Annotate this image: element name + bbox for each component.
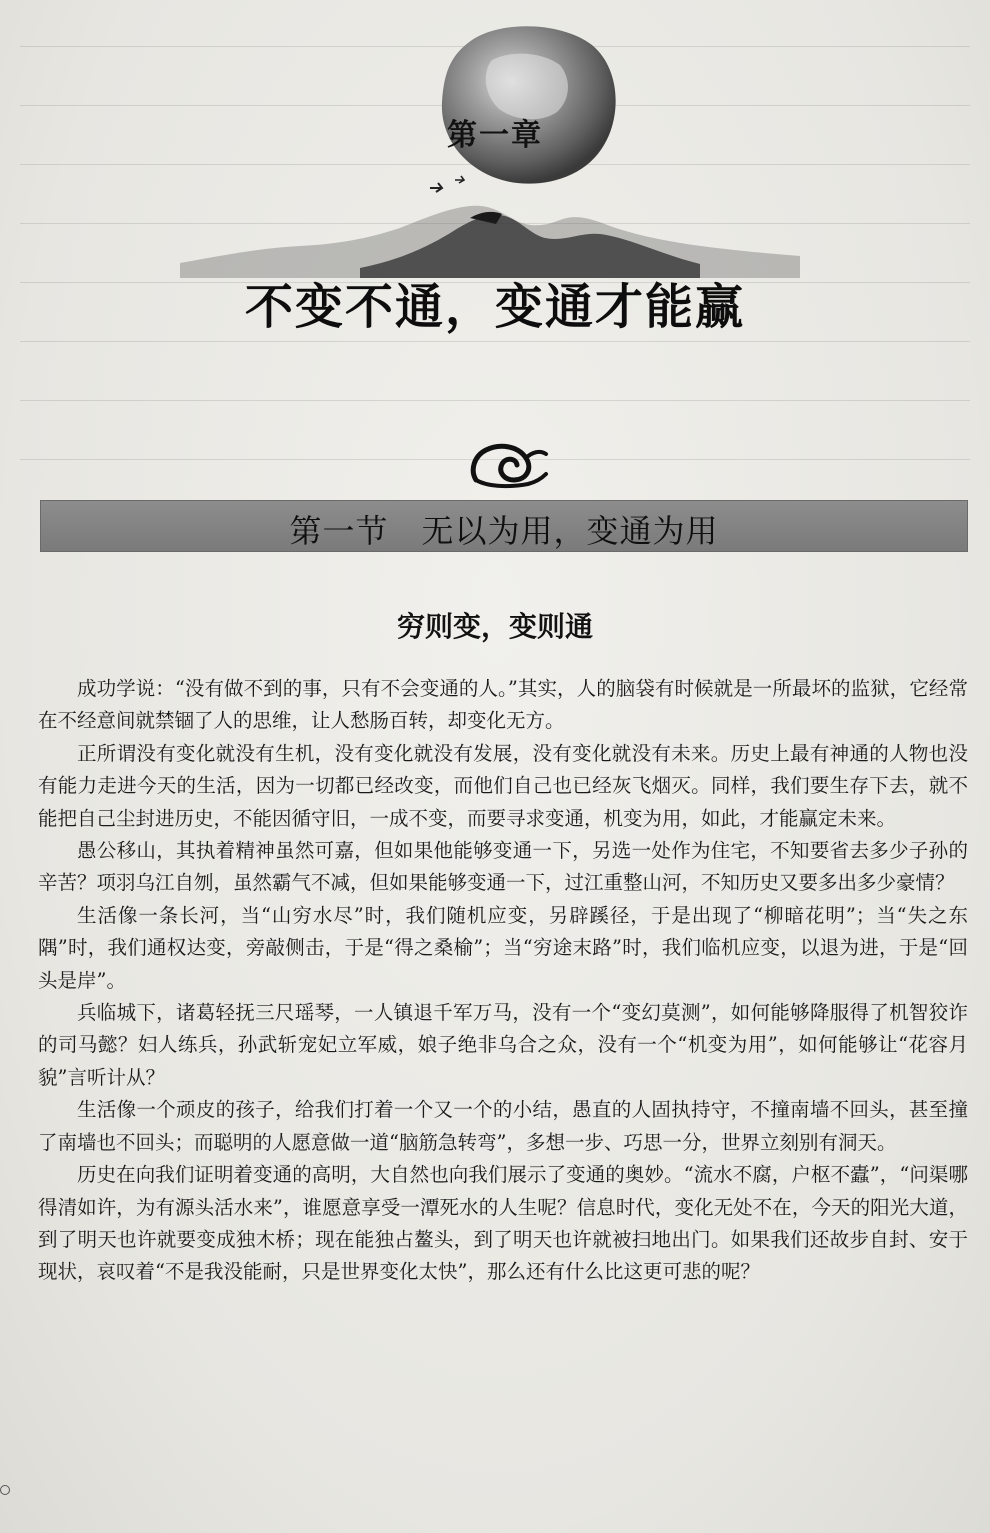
mountain-landscape-illustration bbox=[180, 168, 800, 278]
paragraph: 愚公移山，其执着精神虽然可嘉，但如果他能够变通一下，另选一处作为住宅，不知要省去多少子孙的辛苦？项羽乌江自刎，虽然霸气不减，但如果能够变通一下，过江重整山河，不知历史又要多出多少豪情？ bbox=[38, 839, 968, 895]
swirl-ornament bbox=[466, 440, 550, 492]
chapter-label: 第一章 bbox=[447, 118, 543, 153]
body-text bbox=[38, 673, 968, 1289]
paragraph: 兵临城下，诸葛轻抚三尺瑶琴，一人镇退千军万马，没有一个“变幻莫测”，如何能够降服得了机智狡诈的司马懿？妇人练兵，孙武斩宠妃立军威，娘子绝非乌合之众，没有一个“机变为用”，如何能够让“花容月貌”言听计从？ bbox=[38, 1001, 968, 1089]
page-corner-mark bbox=[0, 1485, 10, 1495]
paragraph: 历史在向我们证明着变通的高明，大自然也向我们展示了变通的奥妙。“流水不腐，户枢不蠹”，“问渠哪得清如许，为有源头活水来”，谁愿意享受一潭死水的人生呢？信息时代，变化无处不在，今天的阳光大道，到了明天也许就要变成独木桥；现在能独占鳌头，到了明天也许就被扫地出门。如果我们还故步自封、安于现状，哀叹着“不是我没能耐，只是世界变化太快”，那么还有什么比这更可悲的呢？ bbox=[38, 1163, 968, 1284]
paragraph: 成功学说：“没有做不到的事，只有不会变通的人。”其实，人的脑袋有时候就是一所最坏的监狱，它经常在不经意间就禁锢了人的思维，让人愁肠百转，却变化无方。 bbox=[38, 677, 968, 733]
paragraph: 生活像一条长河，当“山穷水尽”时，我们随机应变，另辟蹊径，于是出现了“柳暗花明”；当“失之东隅”时，我们通权达变，旁敲侧击，于是“得之桑榆”；当“穷途末路”时，我们临机应变，以退为进，于是“回头是岸”。 bbox=[38, 903, 968, 992]
paragraph: 生活像一个顽皮的孩子，给我们打着一个又一个的小结，愚直的人固执持守，不撞南墙不回头，甚至撞了南墙也不回头；而聪明的人愿意做一道“脑筋急转弯”，多想一步、巧思一分，世界立刻别有洞天。 bbox=[38, 1098, 968, 1154]
ink-blot-decoration bbox=[432, 20, 622, 190]
chapter-title: 不变不通，变通才能赢 bbox=[244, 279, 745, 335]
section-banner bbox=[40, 500, 968, 552]
section-title: 第一节 无以为用，变通为用 bbox=[289, 512, 719, 550]
paragraph: 正所谓没有变化就没有生机，没有变化就没有发展，没有变化就没有未来。历史上最有神通的人物也没有能力走进今天的生活，因为一切都已经改变，而他们自己也已经灰飞烟灭。同样，我们要生存下去，就不能把自己尘封进历史，不能因循守旧，一成不变，而要寻求变通，机变为用，如此，才能赢定未来。 bbox=[38, 741, 968, 830]
subheading: 穷则变，变则通 bbox=[396, 610, 593, 643]
